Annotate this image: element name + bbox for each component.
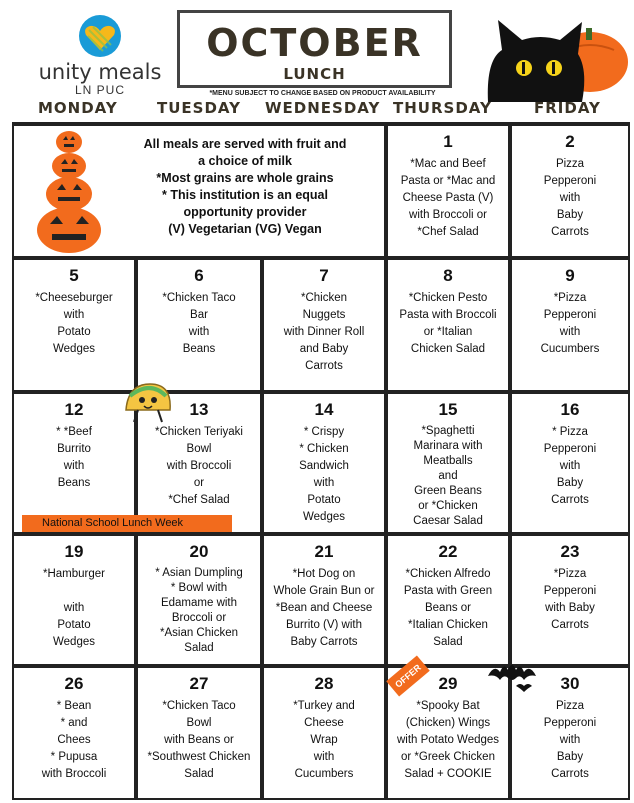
day-number: 2: [565, 132, 575, 151]
black-cat-icon: [478, 10, 630, 102]
day-number: 21: [314, 542, 334, 561]
day-number: 26: [64, 674, 84, 693]
menu-text: *Chicken Taco Bowl with Beans or *Southwest Chicken Salad: [147, 700, 251, 780]
menu-text: *Chicken Taco Bar with Beans: [162, 292, 236, 355]
menu-text: * Pizza Pepperoni with Baby Carrots: [543, 426, 597, 506]
day-number: 15: [438, 400, 458, 419]
day-number: 12: [64, 400, 84, 419]
day-number: 5: [69, 266, 79, 285]
menu-notes: All meals are served with fruit and a choice of milk *Most grains are whole grains * This institution is an equal opportunity provider (V) Vegetarian (VG) Vegan: [143, 137, 347, 236]
day-cell-2: [510, 124, 630, 258]
day-header-friday: FRIDAY: [534, 99, 601, 117]
day-cell-19: [12, 534, 136, 666]
day-cell-8: [386, 258, 510, 392]
day-number: 29: [438, 674, 458, 693]
menu-text: *Chicken Alfredo Pasta with Green Beans or *Italian Chicken Salad: [403, 568, 493, 648]
day-number: 16: [560, 400, 580, 419]
menu-text: *Pizza Pepperoni with Cucumbers: [540, 292, 600, 355]
day-cell-1: [386, 124, 510, 258]
menu-text: Pizza Pepperoni with Baby Carrots: [543, 700, 597, 780]
day-header-monday: MONDAY: [38, 99, 118, 117]
day-number: 7: [319, 266, 329, 285]
day-cell-26: [12, 666, 136, 800]
day-cell-23: [510, 534, 630, 666]
day-number: 30: [560, 674, 580, 693]
day-number: 22: [438, 542, 458, 561]
menu-text: *Chicken Pesto Pasta with Broccoli or *Italian Chicken Salad: [399, 292, 497, 355]
day-number: 13: [189, 400, 209, 419]
menu-text: *Hot Dog on Whole Grain Bun or *Bean and Cheese Burrito (V) with Baby Carrots: [273, 568, 375, 648]
menu-text: *Mac and Beef Pasta or *Mac and Cheese Pasta (V) with Broccoli or *Chef Salad: [400, 158, 496, 238]
day-number: 8: [443, 266, 453, 285]
brand-sub: LN PUC: [74, 83, 125, 97]
day-number: 19: [64, 542, 84, 561]
day-number: 23: [560, 542, 580, 561]
menu-text: *Spooky Bat (Chicken) Wings with Potato Wedges or *Greek Chicken Salad + COOKIE: [396, 700, 500, 780]
menu-text: * Bean * and Chees * Pupusa with Broccoli: [41, 700, 107, 780]
day-cell-9: [510, 258, 630, 392]
day-cell-5: [12, 258, 136, 392]
menu-text: *Pizza Pepperoni with Baby Carrots: [543, 568, 597, 631]
day-cell-15: [386, 392, 510, 534]
day-header-wednesday: WEDNESDAY: [265, 99, 381, 117]
day-cell-12: [12, 392, 136, 534]
day-cell-21: [262, 534, 386, 666]
menu-text: *Hamburger with Potato Wedges: [43, 568, 105, 648]
day-cell-22: [386, 534, 510, 666]
bat-icon: [486, 656, 538, 696]
menu-text: *Chicken Teriyaki Bowl with Broccoli or *Chef Salad: [155, 426, 243, 506]
lunch-week-banner: National School Lunch Week: [22, 515, 232, 532]
brand-name: unity meals: [38, 60, 162, 84]
day-number: 6: [194, 266, 204, 285]
day-number: 28: [314, 674, 334, 693]
jack-o-lantern-stack-icon: [34, 128, 104, 256]
taco-icon: [120, 376, 176, 424]
day-cell-14: [262, 392, 386, 534]
menu-text: * Asian Dumpling * Bowl with Edamame with Broccoli or *Asian Chicken Salad: [155, 567, 243, 654]
day-number: 27: [189, 674, 209, 693]
day-number: 20: [189, 542, 209, 561]
menu-text: * Crispy * Chicken Sandwich with Potato Wedges: [299, 426, 349, 523]
day-cell-7: [262, 258, 386, 392]
day-cell-6: [136, 258, 262, 392]
meal-label: LUNCH: [283, 65, 346, 83]
menu-text: *Chicken Nuggets with Dinner Roll and Baby Carrots: [283, 292, 365, 372]
menu-text: * *Beef Burrito with Beans: [56, 426, 92, 489]
menu-text: *Turkey and Cheese Wrap with Cucumbers: [293, 700, 355, 780]
day-cell-28: [262, 666, 386, 800]
menu-text: Pizza Pepperoni with Baby Carrots: [543, 158, 597, 238]
day-number: 1: [443, 132, 453, 151]
day-cell-27: [136, 666, 262, 800]
day-header-tuesday: TUESDAY: [157, 99, 241, 117]
disclaimer: *MENU SUBJECT TO CHANGE BASED ON PRODUCT AVAILABILITY: [209, 90, 436, 97]
day-cell-20: [136, 534, 262, 666]
offer-tag: OFFER: [386, 655, 429, 696]
unity-heart-logo-icon: [77, 14, 123, 58]
day-number: 14: [314, 400, 334, 419]
menu-text: *Spaghetti Marinara with Meatballs and Green Beans or *Chicken Caesar Salad: [413, 425, 483, 527]
day-header-thursday: THURSDAY: [393, 99, 492, 117]
day-number: 9: [565, 266, 575, 285]
menu-text: *Cheeseburger with Potato Wedges: [35, 292, 113, 355]
day-cell-16: [510, 392, 630, 534]
page-title: OCTOBER: [206, 21, 423, 65]
title-box: [177, 10, 452, 88]
brand-logo: [20, 14, 180, 104]
